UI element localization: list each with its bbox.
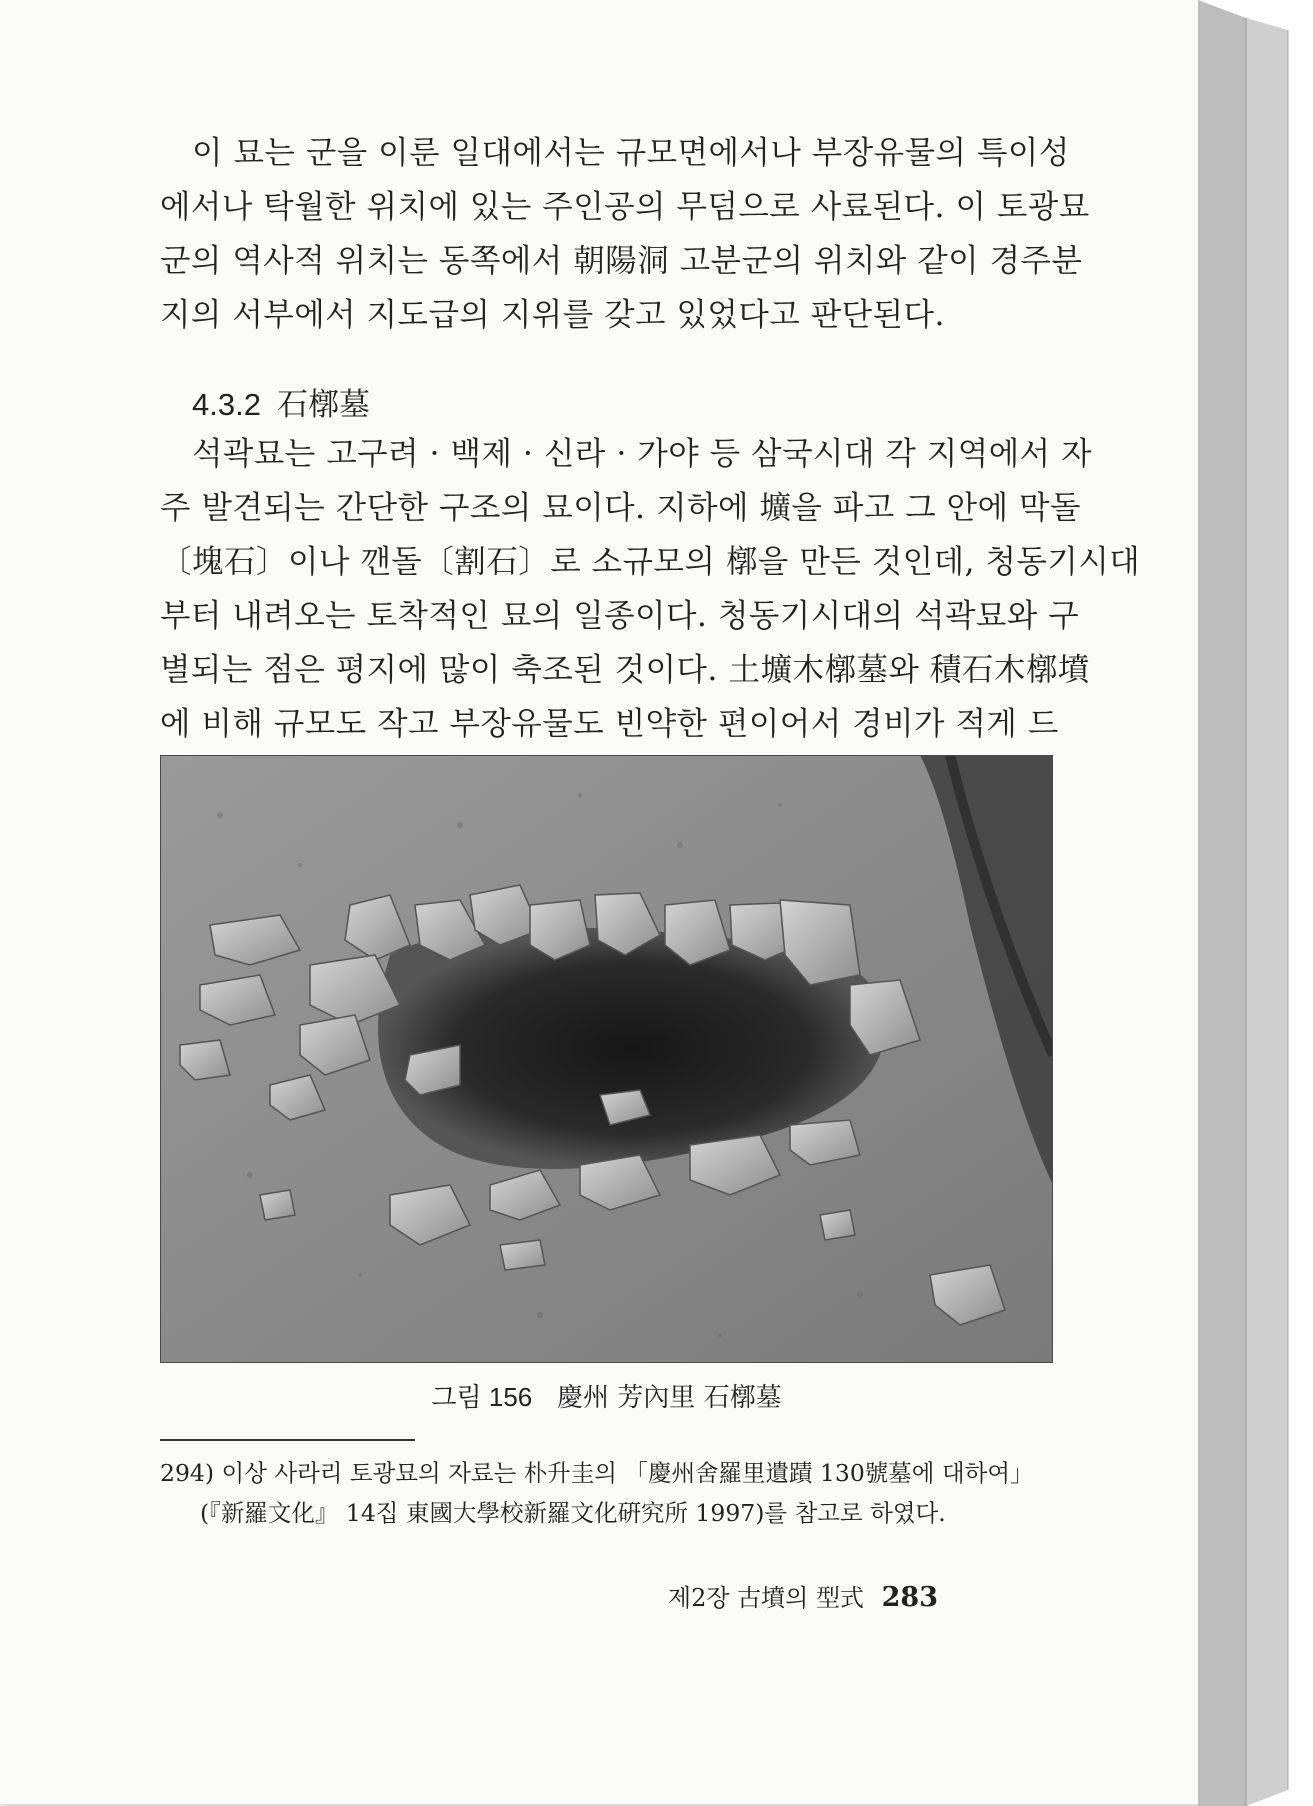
text-line: 주 발견되는 간단한 구조의 묘이다. 지하에 壙을 파고 그 안에 막돌 xyxy=(160,490,1081,526)
paragraph-stone-coffin xyxy=(160,427,1141,751)
paragraph-intro xyxy=(160,126,1090,342)
text-line: 부터 내려오는 토착적인 묘의 일종이다. 청동기시대의 석곽묘와 구 xyxy=(160,598,1080,634)
page-number: 283 xyxy=(881,1582,938,1613)
stone-chamber-tomb-illustration xyxy=(160,755,1053,1363)
text-line: 〔塊石〕이나 깬돌〔割石〕로 소규모의 槨을 만든 것인데, 청동기시대 xyxy=(160,544,1141,580)
text-line: 에 비해 규모도 작고 부장유물도 빈약한 편이어서 경비가 적게 드 xyxy=(160,706,1059,742)
running-footer xyxy=(668,1578,938,1618)
text-line: 에서나 탁월한 위치에 있는 주인공의 무덤으로 사료된다. 이 토광묘 xyxy=(160,189,1090,225)
section-title: 石槨墓 xyxy=(276,387,370,423)
figure-number: 그림 156 xyxy=(431,1382,533,1412)
text-line: 이 묘는 군을 이룬 일대에서는 규모면에서나 부장유물의 특이성 xyxy=(192,135,1070,171)
figure-title: 慶州 芳內里 石槨墓 xyxy=(557,1383,782,1413)
excavation-photo xyxy=(160,755,1053,1363)
footnote-line: (『新羅文化』 14집 東國大學校新羅文化硏究所 1997)를 참고로 하였다. xyxy=(200,1499,946,1527)
section-number: 4.3.2 xyxy=(192,387,261,422)
footnote-line: 294) 이상 사라리 토광묘의 자료는 朴升圭의 「慶州舍羅里遺蹟 130號墓에 대하여」 xyxy=(160,1459,1034,1487)
chapter-title: 제2장 古墳의 型式 xyxy=(667,1584,864,1612)
book-edge-shading xyxy=(1198,0,1313,1806)
section-heading xyxy=(192,380,370,430)
text-line: 지의 서부에서 지도급의 지위를 갖고 있었다고 판단된다. xyxy=(160,297,945,333)
text-line: 별되는 점은 평지에 많이 축조된 것이다. 土壙木槨墓와 積石木槨墳 xyxy=(160,652,1090,688)
text-line: 석곽묘는 고구려 · 백제 · 신라 · 가야 등 삼국시대 각 지역에서 자 xyxy=(192,436,1092,472)
text-line: 군의 역사적 위치는 동쪽에서 朝陽洞 고분군의 위치와 같이 경주분 xyxy=(160,243,1083,279)
footnote-divider xyxy=(160,1439,415,1441)
figure-caption xyxy=(160,1375,1053,1420)
